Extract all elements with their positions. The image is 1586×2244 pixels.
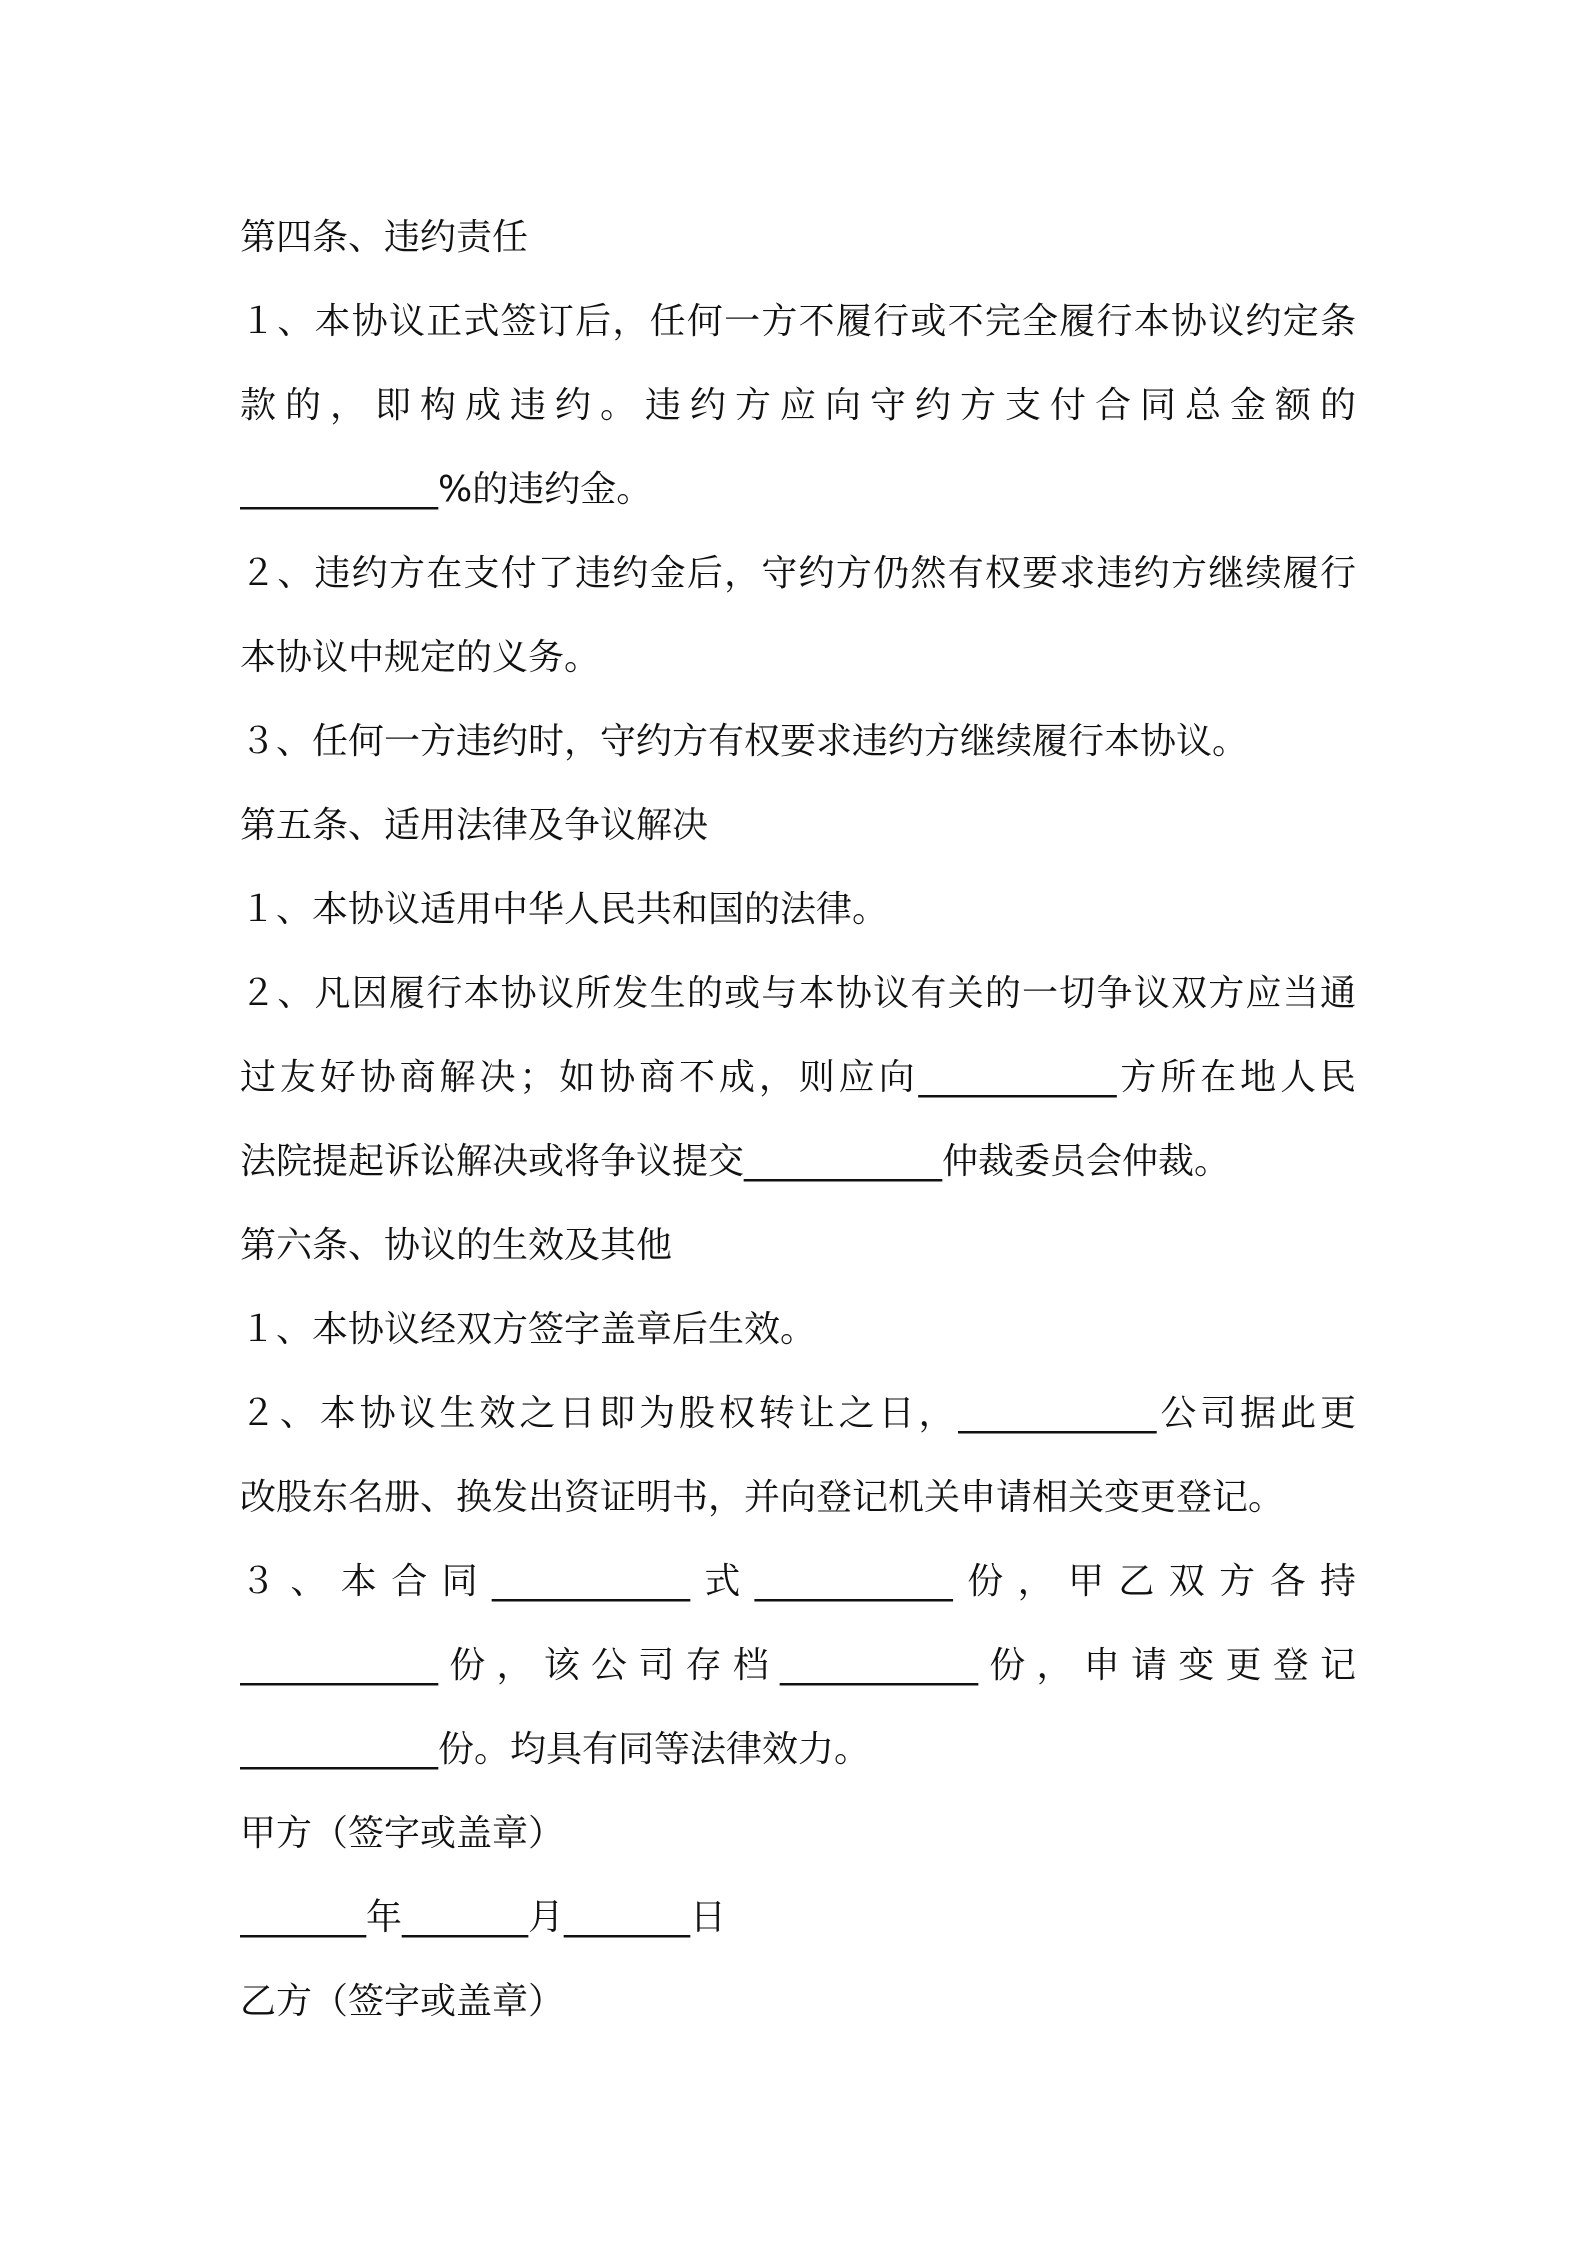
- section-heading-6: 第六条、协议的生效及其他: [240, 1225, 673, 1266]
- clause-6-3-line-2: ___________份，该公司存档___________份，申请变更登记: [240, 1645, 1356, 1686]
- signature-date: _______年_______月_______日: [240, 1897, 726, 1938]
- clause-5-2-line-3: 法院提起诉讼解决或将争议提交___________仲裁委员会仲裁。: [240, 1141, 1231, 1182]
- clause-5-2-line-1: ２、凡因履行本协议所发生的或与本协议有关的一切争议双方应当通: [240, 973, 1356, 1014]
- section-heading-4: 第四条、违约责任: [240, 217, 529, 258]
- document-page: [240, 196, 1356, 2044]
- clause-5-1: １、本协议适用中华人民共和国的法律。: [240, 889, 889, 930]
- clause-4-3: ３、任何一方违约时，守约方有权要求违约方继续履行本协议。: [240, 721, 1249, 762]
- clause-6-2-line-2: 改股东名册、换发出资证明书，并向登记机关申请相关变更登记。: [240, 1477, 1285, 1518]
- clause-6-3-line-1: ３、本合同___________式___________份，甲乙双方各持: [240, 1561, 1356, 1602]
- clause-4-1-line-2: 款的，即构成违约。违约方应向守约方支付合同总金额的: [240, 385, 1356, 426]
- party-b-signature: 乙方（签字或盖章）: [240, 1981, 565, 2022]
- section-heading-5: 第五条、适用法律及争议解决: [240, 805, 709, 846]
- clause-6-1: １、本协议经双方签字盖章后生效。: [240, 1309, 817, 1350]
- clause-6-2-line-1: ２、本协议生效之日即为股权转让之日，___________公司据此更: [240, 1393, 1356, 1434]
- clause-5-2-line-2: 过友好协商解决；如协商不成，则应向___________方所在地人民: [240, 1057, 1356, 1098]
- clause-6-3-line-3: ___________份。均具有同等法律效力。: [240, 1729, 871, 1770]
- clause-4-2-line-2: 本协议中规定的义务。: [240, 637, 601, 678]
- clause-4-1-line-1: １、本协议正式签订后，任何一方不履行或不完全履行本协议约定条: [240, 301, 1356, 342]
- clause-4-1-line-3: ___________%的违约金。: [240, 469, 653, 510]
- clause-4-2-line-1: ２、违约方在支付了违约金后，守约方仍然有权要求违约方继续履行: [240, 553, 1356, 594]
- party-a-signature: 甲方（签字或盖章）: [240, 1813, 565, 1854]
